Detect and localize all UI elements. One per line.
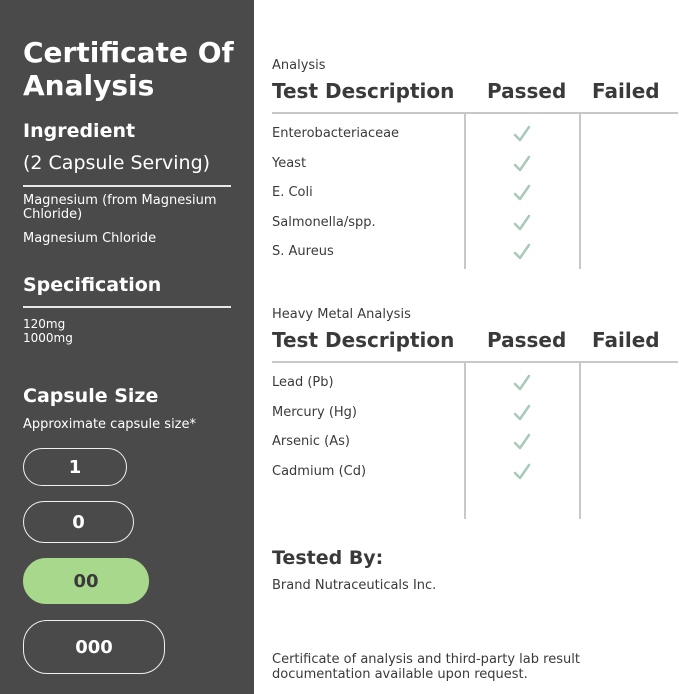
ingredient-subheading: (2 Capsule Serving) <box>23 152 211 174</box>
table-row-label: Lead (Pb) <box>272 375 334 390</box>
check-icon <box>513 374 531 392</box>
check-icon <box>513 155 531 173</box>
specification-value: 120mg <box>23 317 66 331</box>
column-header-failed: Failed <box>592 79 660 103</box>
check-icon <box>513 214 531 232</box>
capsule-size-option-1: 1 <box>23 448 127 486</box>
column-divider <box>464 112 466 269</box>
analysis-section-label: Analysis <box>272 58 326 73</box>
column-header-test-description: Test Description <box>272 79 455 103</box>
table-header-divider <box>272 361 678 363</box>
tested-by-name: Brand Nutraceuticals Inc. <box>272 578 437 593</box>
specification-value: 1000mg <box>23 331 73 345</box>
page-title: Certificate Of Analysis <box>23 36 234 102</box>
heavy-metal-section-label: Heavy Metal Analysis <box>272 307 411 322</box>
capsule-size-option-0: 0 <box>23 501 134 543</box>
table-row-label: Mercury (Hg) <box>272 405 358 420</box>
check-icon <box>513 463 531 481</box>
table-row-label: Salmonella/spp. <box>272 215 376 230</box>
specification-divider <box>23 306 231 308</box>
capsule-size-heading: Capsule Size <box>23 385 159 407</box>
column-divider <box>579 361 581 519</box>
ingredient-item: Magnesium Chloride <box>23 231 157 246</box>
capsule-size-option-000: 000 <box>23 620 165 674</box>
check-icon <box>513 404 531 422</box>
column-header-passed: Passed <box>487 79 567 103</box>
ingredient-divider <box>23 185 231 187</box>
table-row-label: Cadmium (Cd) <box>272 464 367 479</box>
check-icon <box>513 243 531 261</box>
tested-by-heading: Tested By: <box>272 547 384 569</box>
footnote: Certificate of analysis and third-party lab result documentation available upon request. <box>272 652 580 682</box>
table-row-label: S. Aureus <box>272 244 334 259</box>
table-row-label: E. Coli <box>272 185 313 200</box>
column-header-passed: Passed <box>487 328 567 352</box>
capsule-size-option-00-selected: 00 <box>23 558 149 604</box>
table-row-label: Yeast <box>272 156 307 171</box>
table-row-label: Arsenic (As) <box>272 434 350 449</box>
capsule-size-subheading: Approximate capsule size* <box>23 417 196 432</box>
ingredient-item: Magnesium (from Magnesium Chloride) <box>23 193 217 222</box>
sidebar <box>0 0 254 694</box>
ingredient-heading: Ingredient <box>23 120 136 142</box>
table-header-divider <box>272 112 678 114</box>
specification-values <box>23 317 73 345</box>
check-icon <box>513 433 531 451</box>
column-header-test-description: Test Description <box>272 328 455 352</box>
check-icon <box>513 184 531 202</box>
check-icon <box>513 125 531 143</box>
column-header-failed: Failed <box>592 328 660 352</box>
specification-heading: Specification <box>23 274 162 296</box>
column-divider <box>579 112 581 269</box>
table-row-label: Enterobacteriaceae <box>272 126 400 141</box>
column-divider <box>464 361 466 519</box>
